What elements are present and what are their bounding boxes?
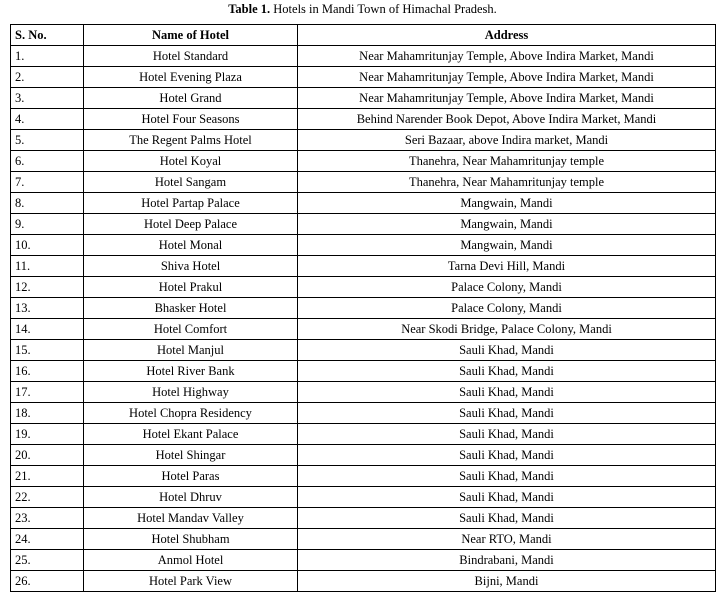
cell-serial-number: 9. xyxy=(11,214,84,235)
cell-address: Near Mahamritunjay Temple, Above Indira Market, Mandi xyxy=(298,67,716,88)
cell-hotel-name: The Regent Palms Hotel xyxy=(84,130,298,151)
cell-address: Mangwain, Mandi xyxy=(298,214,716,235)
cell-address: Sauli Khad, Mandi xyxy=(298,508,716,529)
table-row xyxy=(11,277,716,298)
cell-serial-number: 6. xyxy=(11,151,84,172)
cell-serial-number: 26. xyxy=(11,571,84,592)
cell-hotel-name: Hotel Paras xyxy=(84,466,298,487)
cell-hotel-name: Hotel Prakul xyxy=(84,277,298,298)
cell-hotel-name: Shiva Hotel xyxy=(84,256,298,277)
cell-serial-number: 18. xyxy=(11,403,84,424)
header-serial-number: S. No. xyxy=(11,25,84,46)
cell-hotel-name: Hotel Partap Palace xyxy=(84,193,298,214)
cell-address: Palace Colony, Mandi xyxy=(298,277,716,298)
cell-serial-number: 22. xyxy=(11,487,84,508)
cell-serial-number: 11. xyxy=(11,256,84,277)
table-row xyxy=(11,508,716,529)
table-row xyxy=(11,361,716,382)
table-row xyxy=(11,382,716,403)
cell-address: Sauli Khad, Mandi xyxy=(298,445,716,466)
cell-hotel-name: Hotel Koyal xyxy=(84,151,298,172)
cell-hotel-name: Hotel Ekant Palace xyxy=(84,424,298,445)
hotels-table xyxy=(10,24,716,592)
table-row xyxy=(11,340,716,361)
cell-address: Thanehra, Near Mahamritunjay temple xyxy=(298,172,716,193)
cell-address: Mangwain, Mandi xyxy=(298,193,716,214)
table-caption xyxy=(0,2,725,17)
cell-serial-number: 8. xyxy=(11,193,84,214)
table-row xyxy=(11,571,716,592)
table-row xyxy=(11,88,716,109)
table-row xyxy=(11,151,716,172)
table-row xyxy=(11,193,716,214)
cell-serial-number: 4. xyxy=(11,109,84,130)
cell-hotel-name: Hotel Deep Palace xyxy=(84,214,298,235)
cell-address: Tarna Devi Hill, Mandi xyxy=(298,256,716,277)
cell-address: Sauli Khad, Mandi xyxy=(298,403,716,424)
cell-address: Thanehra, Near Mahamritunjay temple xyxy=(298,151,716,172)
cell-serial-number: 19. xyxy=(11,424,84,445)
cell-hotel-name: Hotel Park View xyxy=(84,571,298,592)
table-caption-text: Hotels in Mandi Town of Himachal Pradesh. xyxy=(273,2,497,16)
cell-serial-number: 25. xyxy=(11,550,84,571)
cell-serial-number: 16. xyxy=(11,361,84,382)
table-row xyxy=(11,466,716,487)
cell-address: Sauli Khad, Mandi xyxy=(298,340,716,361)
cell-hotel-name: Hotel Manjul xyxy=(84,340,298,361)
table-row xyxy=(11,256,716,277)
table-row xyxy=(11,403,716,424)
table-row xyxy=(11,424,716,445)
cell-serial-number: 10. xyxy=(11,235,84,256)
table-row xyxy=(11,298,716,319)
table-row xyxy=(11,130,716,151)
header-hotel-name: Name of Hotel xyxy=(84,25,298,46)
table-header-row xyxy=(11,25,716,46)
cell-serial-number: 12. xyxy=(11,277,84,298)
cell-hotel-name: Bhasker Hotel xyxy=(84,298,298,319)
cell-address: Bijni, Mandi xyxy=(298,571,716,592)
cell-address: Near Skodi Bridge, Palace Colony, Mandi xyxy=(298,319,716,340)
cell-serial-number: 15. xyxy=(11,340,84,361)
cell-address: Sauli Khad, Mandi xyxy=(298,466,716,487)
cell-address: Bindrabani, Mandi xyxy=(298,550,716,571)
table-row xyxy=(11,46,716,67)
table-row xyxy=(11,529,716,550)
cell-serial-number: 20. xyxy=(11,445,84,466)
cell-hotel-name: Hotel River Bank xyxy=(84,361,298,382)
cell-hotel-name: Hotel Sangam xyxy=(84,172,298,193)
header-address: Address xyxy=(298,25,716,46)
cell-hotel-name: Hotel Monal xyxy=(84,235,298,256)
table-row xyxy=(11,67,716,88)
table-row xyxy=(11,550,716,571)
cell-hotel-name: Hotel Shingar xyxy=(84,445,298,466)
cell-address: Sauli Khad, Mandi xyxy=(298,361,716,382)
table-row xyxy=(11,214,716,235)
cell-address: Near Mahamritunjay Temple, Above Indira Market, Mandi xyxy=(298,88,716,109)
cell-hotel-name: Hotel Highway xyxy=(84,382,298,403)
cell-serial-number: 17. xyxy=(11,382,84,403)
cell-serial-number: 23. xyxy=(11,508,84,529)
table-row xyxy=(11,487,716,508)
cell-address: Sauli Khad, Mandi xyxy=(298,487,716,508)
cell-address: Palace Colony, Mandi xyxy=(298,298,716,319)
cell-hotel-name: Hotel Four Seasons xyxy=(84,109,298,130)
cell-serial-number: 13. xyxy=(11,298,84,319)
table-row xyxy=(11,172,716,193)
cell-hotel-name: Hotel Evening Plaza xyxy=(84,67,298,88)
cell-hotel-name: Hotel Comfort xyxy=(84,319,298,340)
cell-serial-number: 2. xyxy=(11,67,84,88)
cell-serial-number: 7. xyxy=(11,172,84,193)
cell-hotel-name: Anmol Hotel xyxy=(84,550,298,571)
table-row xyxy=(11,319,716,340)
cell-hotel-name: Hotel Mandav Valley xyxy=(84,508,298,529)
table-row xyxy=(11,235,716,256)
cell-serial-number: 1. xyxy=(11,46,84,67)
table-row xyxy=(11,109,716,130)
cell-hotel-name: Hotel Chopra Residency xyxy=(84,403,298,424)
cell-serial-number: 3. xyxy=(11,88,84,109)
cell-serial-number: 5. xyxy=(11,130,84,151)
table-body xyxy=(11,46,716,592)
cell-address: Sauli Khad, Mandi xyxy=(298,424,716,445)
cell-hotel-name: Hotel Grand xyxy=(84,88,298,109)
cell-address: Near Mahamritunjay Temple, Above Indira Market, Mandi xyxy=(298,46,716,67)
table-row xyxy=(11,445,716,466)
cell-hotel-name: Hotel Dhruv xyxy=(84,487,298,508)
cell-hotel-name: Hotel Standard xyxy=(84,46,298,67)
cell-address: Near RTO, Mandi xyxy=(298,529,716,550)
cell-serial-number: 24. xyxy=(11,529,84,550)
cell-address: Behind Narender Book Depot, Above Indira Market, Mandi xyxy=(298,109,716,130)
cell-serial-number: 14. xyxy=(11,319,84,340)
table-caption-label: Table 1. xyxy=(228,2,271,16)
cell-address: Mangwain, Mandi xyxy=(298,235,716,256)
cell-address: Seri Bazaar, above Indira market, Mandi xyxy=(298,130,716,151)
cell-hotel-name: Hotel Shubham xyxy=(84,529,298,550)
cell-serial-number: 21. xyxy=(11,466,84,487)
cell-address: Sauli Khad, Mandi xyxy=(298,382,716,403)
